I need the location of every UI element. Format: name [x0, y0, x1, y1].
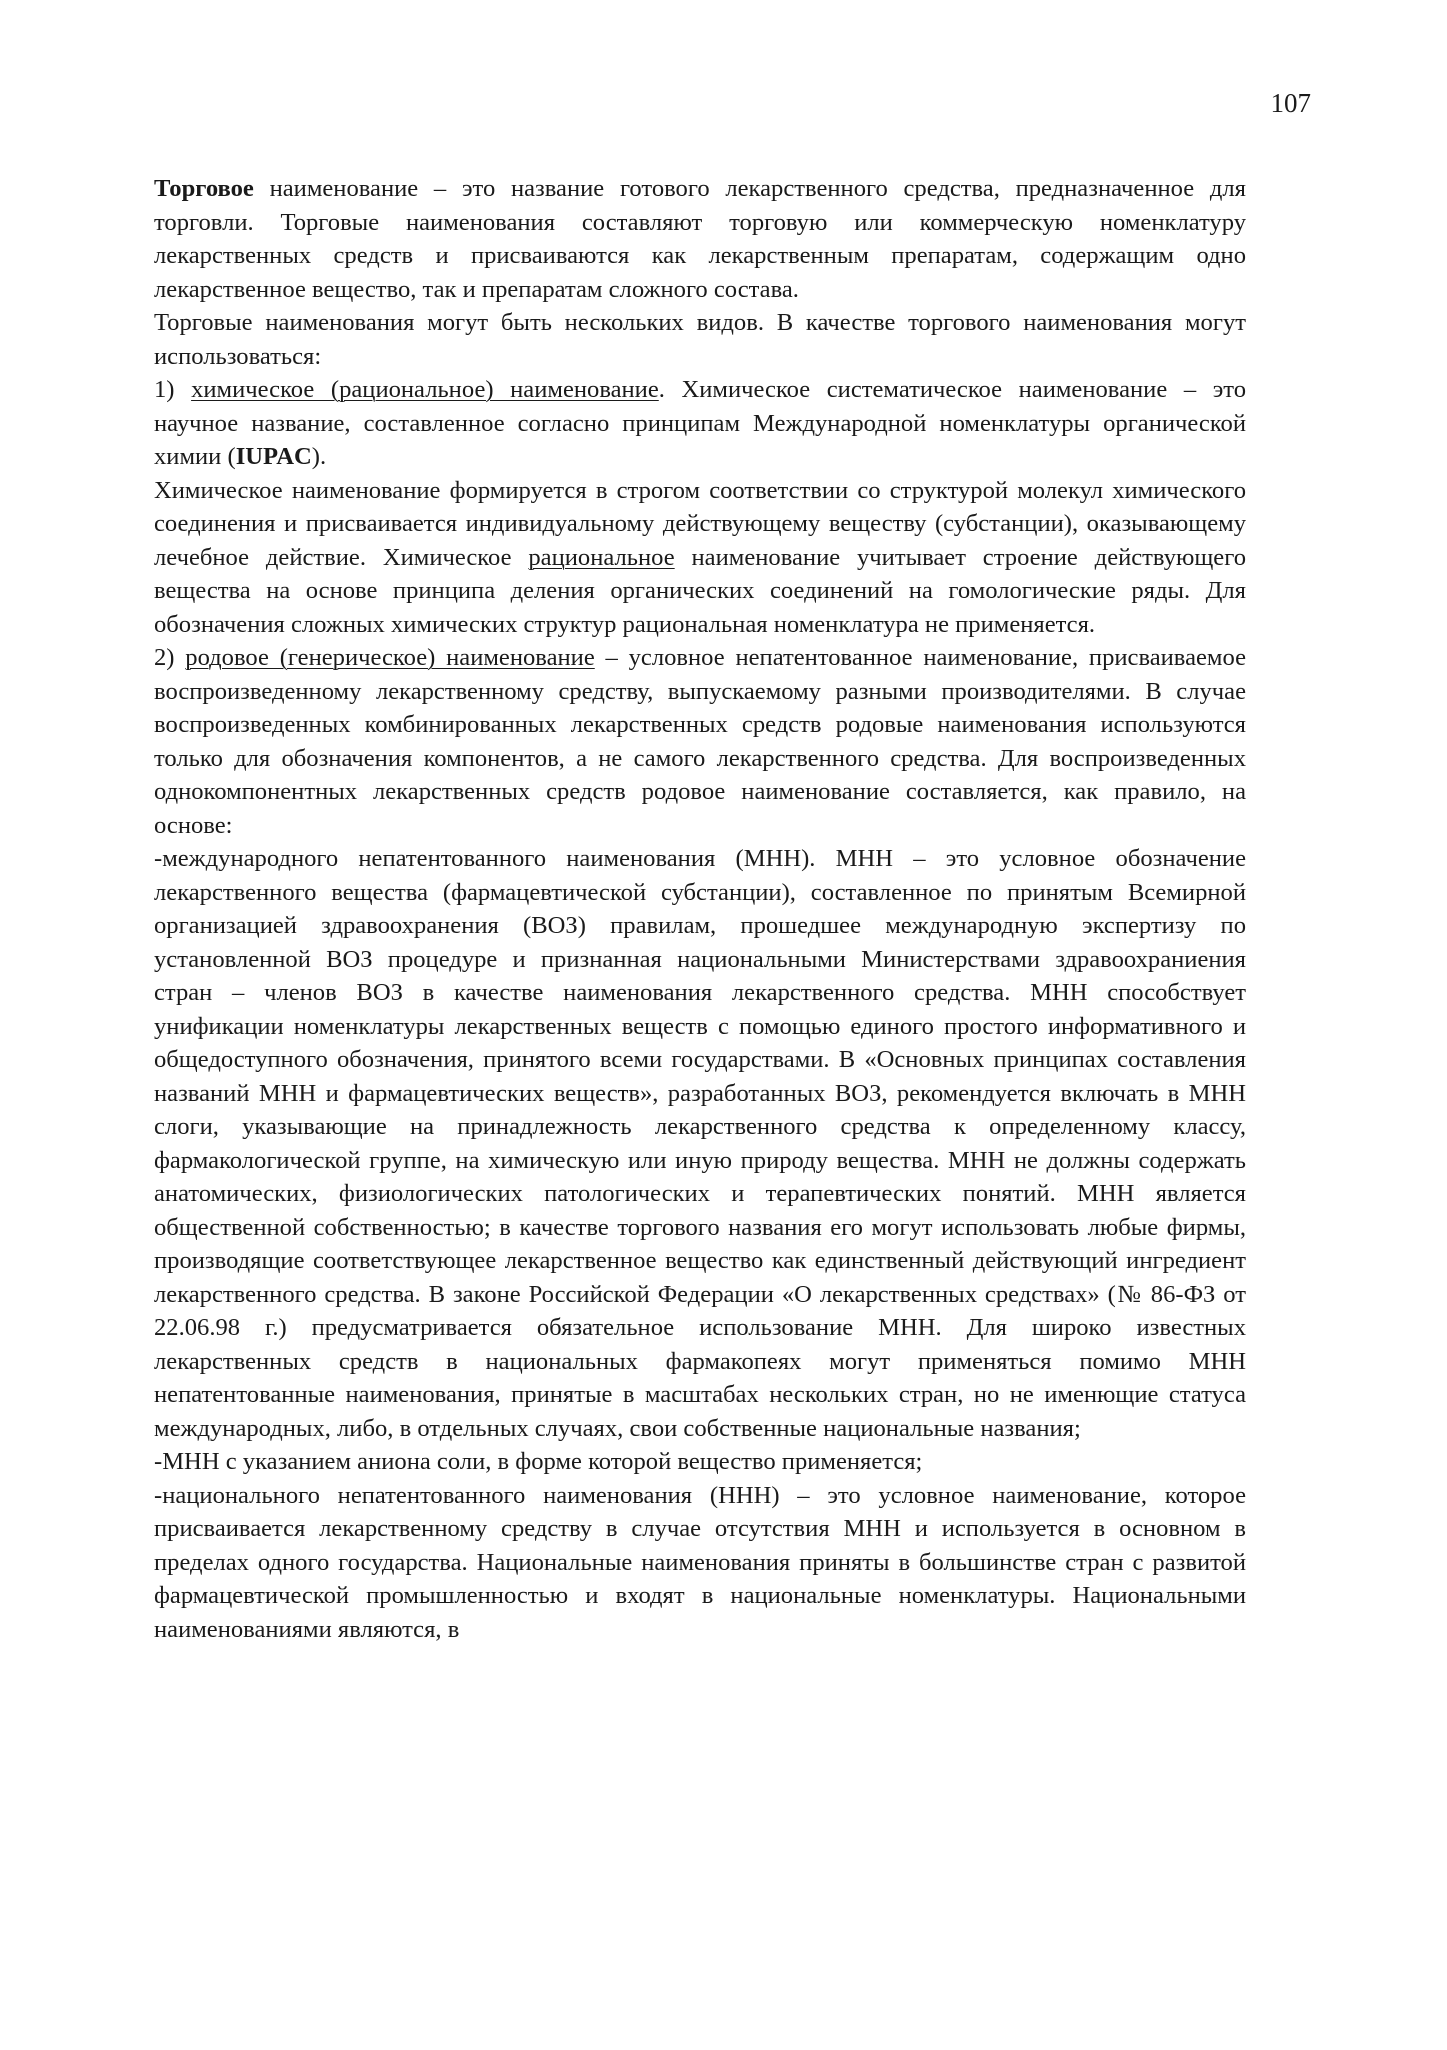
term-trade-name: Торговое: [154, 175, 254, 202]
paragraph-text: – условное непатентованное наименование, присваиваемое воспроизведенному лекарственному средству, выпускаемому разными производителями. В случае воспроизведенных комбинированных лекарственных средств родовые наименования используются только для обозначения компонентов, а не самого лекарственного средства. Для воспроизведенных однокомпонентных лекарственных средств родовое наименование составляется, как правило, на основе:: [154, 644, 1247, 839]
paragraph-chemical-structure: [154, 474, 1246, 642]
paragraph-text: . Химическое систематическое наименование – это научное название, составленное согласно принципам Международной номенклатуры органической химии (: [154, 376, 1246, 470]
paragraph-text: наименование учитывает строение действующего вещества на основе принципа деления органических соединений на гомологические ряды. Для обозначения сложных химических структур рациональная номенклатура не применяется.: [154, 543, 1246, 638]
list-number: 1): [154, 376, 192, 403]
document-body: [154, 172, 1246, 1646]
paragraph-chemical-name: [154, 373, 1246, 474]
paragraph-name-types: [154, 306, 1246, 373]
paragraph-inn: [154, 842, 1246, 1445]
paragraph-generic-name: [154, 641, 1246, 842]
paragraph-text: -национального непатентованного наименования (ННН) – это условное наименование, которое присваивается лекарственному средству в случае отсутствия МНН и используется в основном в пределах одного государства. Национальные наименования приняты в большинстве стран с развитой фармацевтической промышленностью и входят в национальные номенклатуры. Национальными наименованиями являются, в: [154, 1481, 1246, 1643]
paragraph-national-name: [154, 1479, 1246, 1647]
term-chemical-name: химическое (рациональное) наименование: [191, 376, 659, 403]
paragraph-text: ).: [311, 443, 327, 470]
page-number: 107: [1270, 88, 1311, 118]
paragraph-text: Химическое наименование формируется в строгом соответствии со структурой молекул химического соединения и присваивается индивидуальному действующему веществу (субстанции), оказывающему лечебное действие. Химическое: [154, 476, 1246, 571]
term-rational: рациональное: [528, 543, 675, 571]
abbr-iupac: IUPAC: [235, 443, 312, 470]
term-generic-name: родовое (генерическое) наименование: [185, 644, 595, 671]
paragraph-text: наименование – это название готового лекарственного средства, предназначенное для торговли. Торговые наименования составляют торговую или коммерческую номенклатуру лекарственных средств и присваиваются как лекарственным препаратам, содержащим одно лекарственное вещество, так и препаратам сложного состава.: [154, 175, 1246, 303]
paragraph-text: Торговые наименования могут быть нескольких видов. В качестве торгового наименования могут использоваться:: [154, 309, 1246, 370]
paragraph-trade-name: [154, 172, 1246, 306]
paragraph-text: -международного непатентованного наименования (МНН). МНН – это условное обозначение лекарственного вещества (фармацевтической субстанции), составленное по принятым Всемирной организацией здравоохранения (ВОЗ) правилам, прошедшее международную экспертизу по установленной ВОЗ процедуре и признанная национальными Министерствами здравоохраниения стран – членов ВОЗ в качестве наименования лекарственного средства. МНН способствует унификации номенклатуры лекарственных веществ с помощью единого простого информативного и общедоступного обозначения, принятого всеми государствами. В «Основных принципах составления названий МНН и фармацевтических веществ», разработанных ВОЗ, рекомендуется включать в МНН слоги, указывающие на принадлежность лекарственного средства к определенному классу, фармакологической группе, на химическую или иную природу вещества. МНН не должны содержать анатомических, физиологических патологических и терапевтических понятий. МНН является общественной собственностью; в качестве торгового названия его могут использовать любые фирмы, производящие соответствующее лекарственное вещество как единственный действующий ингредиент лекарственного средства. В законе Российской Федерации «О лекарственных средствах» (№ 86-ФЗ от 22.06.98 г.) предусматривается обязательное использование МНН. Для широко известных лекарственных средств в национальных фармакопеях могут применяться помимо МНН непатентованные наименования, принятые в масштабах нескольких стран, но не именющие статуса международных, либо, в отдельных случаях, свои собственные национальные названия;: [154, 845, 1246, 1442]
paragraph-text: -МНН с указанием аниона соли, в форме которой вещество применяется;: [154, 1448, 923, 1475]
paragraph-inn-salt: [154, 1445, 1246, 1479]
list-number: 2): [154, 644, 186, 671]
